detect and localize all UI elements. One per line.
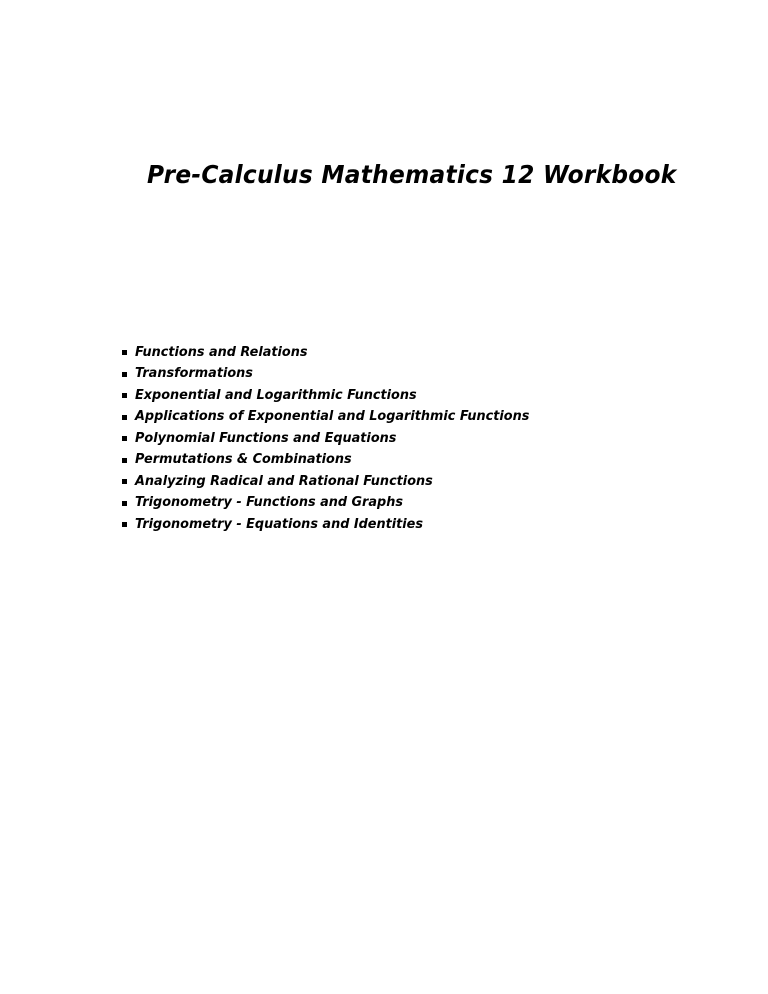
- topic-label: Permutations & Combinations: [135, 451, 352, 468]
- square-bullet-icon: [122, 436, 127, 441]
- topic-item: [122, 341, 550, 363]
- topic-item: [122, 513, 550, 535]
- topic-label: Exponential and Logarithmic Functions: [135, 386, 417, 403]
- square-bullet-icon: [122, 393, 127, 398]
- square-bullet-icon: [122, 501, 127, 506]
- topic-item: [122, 449, 550, 471]
- topic-label: Trigonometry - Equations and Identities: [135, 515, 424, 532]
- topic-item: [122, 384, 550, 406]
- topic-item: [122, 492, 550, 514]
- topic-item: [122, 470, 550, 492]
- square-bullet-icon: [122, 479, 127, 484]
- topic-list: [122, 341, 550, 535]
- square-bullet-icon: [122, 415, 127, 420]
- topic-label: Trigonometry - Functions and Graphs: [135, 494, 403, 511]
- square-bullet-icon: [122, 522, 127, 527]
- square-bullet-icon: [122, 458, 127, 463]
- document-title: Pre-Calculus Mathematics 12 Workbook: [147, 160, 677, 189]
- topic-item: [122, 427, 550, 449]
- topic-label: Polynomial Functions and Equations: [135, 429, 397, 446]
- square-bullet-icon: [122, 372, 127, 377]
- square-bullet-icon: [122, 350, 127, 355]
- topic-label: Functions and Relations: [135, 343, 308, 360]
- topic-item: [122, 363, 550, 385]
- topic-label: Analyzing Radical and Rational Functions: [135, 472, 433, 489]
- topic-label: Applications of Exponential and Logarithmic Functions: [135, 408, 530, 425]
- topic-label: Transformations: [135, 365, 253, 382]
- topic-item: [122, 406, 550, 428]
